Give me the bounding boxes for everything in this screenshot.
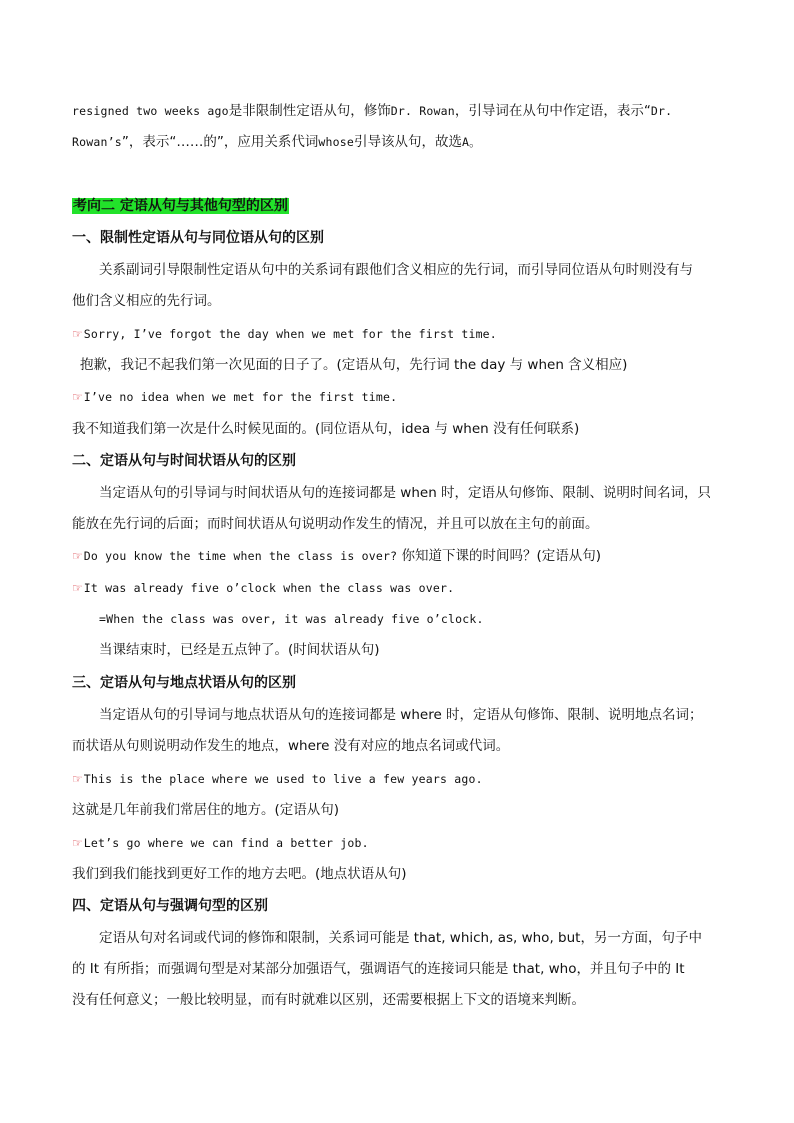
example-line [72, 546, 724, 566]
pointing-hand-icon: ☞ [72, 581, 83, 595]
english-text: Dr. [650, 104, 673, 118]
example-english: =When the class was over, it was already five o’clock. [99, 612, 484, 626]
chinese-text: ”，表示“……的”，应用关系代词 [121, 134, 319, 150]
highlighted-title: 考向二 定语从句与其他句型的区别 [73, 198, 288, 214]
example-translation: 这就是几年前我们常居住的地方。(定语从句) [72, 802, 340, 818]
example-translation: 你知道下课的时间吗？(定语从句) [401, 548, 602, 564]
example-translation: 当课结束时，已经是五点钟了。(时间状语从句) [99, 642, 380, 658]
pointing-hand-icon: ☞ [72, 836, 83, 850]
chinese-text: ，引导词在从句中作定语，表示“ [454, 103, 651, 119]
body-text: 能放在先行词的后面；而时间状语从句说明动作发生的情况，并且可以放在主句的前面。 [72, 516, 599, 532]
body-text: 当定语从句的引导词与时间状语从句的连接词都是 when 时，定语从句修饰、限制、说明时间名词，只 [99, 485, 712, 501]
body-text: 当定语从句的引导词与地点状语从句的连接词都是 where 时，定语从句修饰、限制、说明地点名词； [99, 707, 703, 723]
body-text: 而状语从句则说明动作发生的地点，where 没有对应的地点名词或代词。 [72, 738, 510, 754]
body-text: 定语从句对名词或代词的修饰和限制，关系词可能是 that, which, as, who, but，另一方面，句子中 [99, 930, 702, 946]
heading-s3: 三、定语从句与地点状语从句的区别 [72, 675, 296, 691]
example-english: Let’s go where we can find a better job. [83, 836, 369, 850]
english-text: Rowan’s [72, 135, 122, 149]
paragraph-line [72, 132, 724, 152]
heading-s2: 二、定语从句与时间状语从句的区别 [72, 453, 296, 469]
example-translation: 抱歉，我记不起我们第一次见面的日子了。(定语从句，先行词 the day 与 when 含义相应) [80, 357, 628, 373]
body-text: 的 It 有所指；而强调句型是对某部分加强语气，强调语气的连接词只能是 that, who，并且句子中的 It [72, 961, 685, 977]
example-line [72, 387, 724, 407]
example-translation: 我不知道我们第一次是什么时候见面的。(同位语从句，idea 与 when 没有任何联系) [72, 421, 580, 437]
chinese-text: 是非限制性定语从句，修饰 [228, 103, 391, 119]
example-translation: 我们到我们能找到更好工作的地方去吧。(地点状语从句) [72, 866, 407, 882]
example-english: I’ve no idea when we met for the first time. [83, 390, 398, 404]
english-text: whose [318, 135, 354, 149]
pointing-hand-icon: ☞ [72, 549, 83, 563]
heading-s1: 一、限制性定语从句与同位语从句的区别 [72, 230, 324, 246]
body-text: 没有任何意义；一般比较明显，而有时就难以区别，还需要根据上下文的语境来判断。 [72, 992, 585, 1008]
example-english: Do you know the time when the class is over? [83, 549, 398, 563]
example-line [72, 324, 724, 344]
example-english: It was already five o’clock when the class was over. [83, 581, 455, 595]
heading-s4: 四、定语从句与强调句型的区别 [72, 898, 268, 914]
body-text: 他们含义相应的先行词。 [72, 293, 221, 309]
english-text: A。 [461, 135, 481, 149]
chinese-text: 引导该从句，故选 [353, 134, 462, 150]
example-english: Sorry, I’ve forgot the day when we met for the first time. [83, 327, 497, 341]
english-text: Dr. Rowan [390, 104, 455, 118]
pointing-hand-icon: ☞ [72, 772, 83, 786]
example-line [72, 769, 724, 789]
pointing-hand-icon: ☞ [72, 327, 83, 341]
section-title [72, 196, 724, 216]
example-line [72, 578, 724, 598]
body-text: 关系副词引导限制性定语从句中的关系词有跟他们含义相应的先行词，而引导同位语从句时则没有与 [99, 262, 693, 278]
example-english: This is the place where we used to live a few years ago. [83, 772, 483, 786]
example-line [72, 833, 724, 853]
paragraph-line [72, 101, 724, 121]
english-text: resigned two weeks ago [72, 104, 229, 118]
pointing-hand-icon: ☞ [72, 390, 83, 404]
